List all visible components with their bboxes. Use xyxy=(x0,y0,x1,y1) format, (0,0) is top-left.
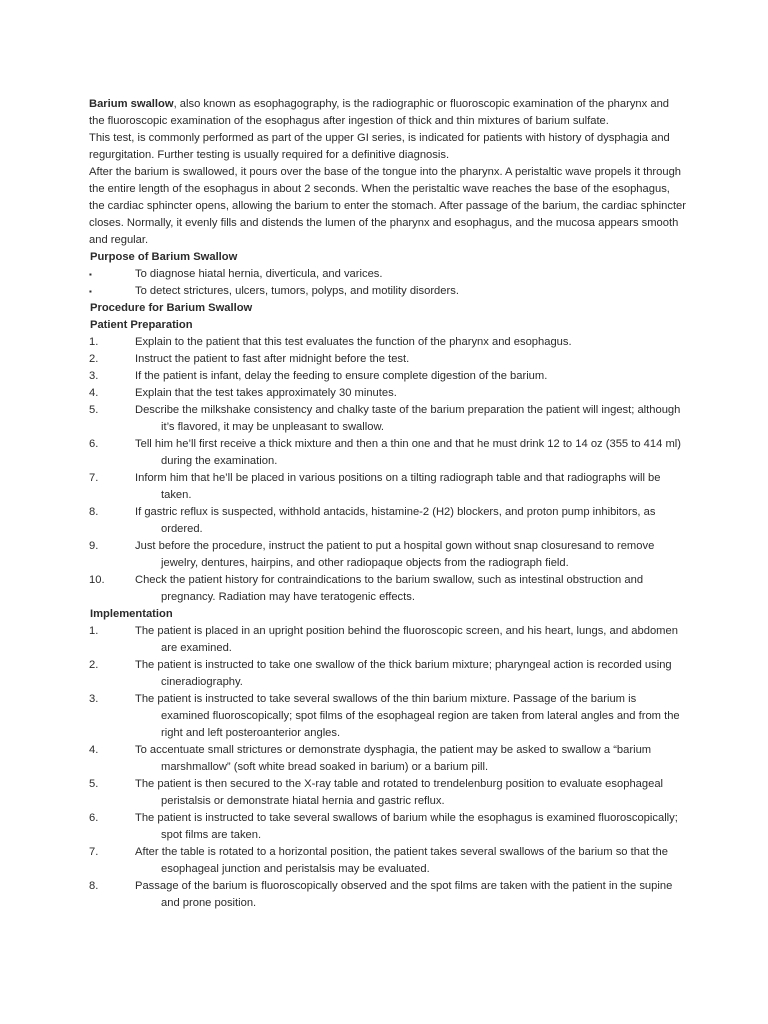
list-item-text: If gastric reflux is suspected, withhold antacids, histamine-2 (H2) blockers, and proton pump inhibitors, as ordered. xyxy=(135,506,656,535)
list-item xyxy=(89,504,687,538)
list-item-text: To detect strictures, ulcers, tumors, polyps, and motility disorders. xyxy=(135,285,459,297)
list-number: 4. xyxy=(89,744,99,756)
list-number: 5. xyxy=(89,404,99,416)
list-item-text: Inform him that he’ll be placed in various positions on a tilting radiograph table and that radiographs will be taken. xyxy=(135,472,661,501)
intro-paragraph-1-text: , also known as esophagography, is the radiographic or fluoroscopic examination of the pharynx and the fluoroscopic examination of the esophagus after ingestion of thick and thin mixtures of barium sulfate. xyxy=(89,98,670,127)
bullet-marker: ▪ xyxy=(89,287,92,296)
list-item xyxy=(89,810,687,844)
list-number: 4. xyxy=(89,387,99,399)
list-item-text: If the patient is infant, delay the feeding to ensure complete digestion of the barium. xyxy=(135,370,548,382)
list-item-text: Tell him he’ll first receive a thick mixture and then a thin one and that he must drink 12 to 14 oz (355 to 414 ml) during the examination. xyxy=(135,438,681,467)
list-item-text: The patient is then secured to the X-ray table and rotated to trendelenburg position to evaluate esophageal peristalsis or demonstrate hiatal hernia and gastric reflux. xyxy=(135,778,664,807)
list-number: 2. xyxy=(89,659,99,671)
list-item xyxy=(89,623,687,657)
list-item-text: Explain to the patient that this test evaluates the function of the pharynx and esophagus. xyxy=(135,336,572,348)
list-number: 8. xyxy=(89,506,99,518)
list-item-text: Instruct the patient to fast after midnight before the test. xyxy=(135,353,410,365)
list-item xyxy=(89,572,687,606)
list-item xyxy=(89,368,687,385)
list-item xyxy=(89,691,687,742)
list-item-text: The patient is instructed to take several swallows of barium while the esophagus is examined fluoroscopically; spot films are taken. xyxy=(135,812,678,841)
list-item-text: After the table is rotated to a horizontal position, the patient takes several swallows of the barium so that the esophageal junction and peristalsis may be evaluated. xyxy=(135,846,668,875)
list-item-text: Check the patient history for contraindications to the barium swallow, such as intestinal obstruction and pregnancy. Radiation may have teratogenic effects. xyxy=(135,574,644,603)
list-number: 2. xyxy=(89,353,99,365)
procedure-heading: Procedure for Barium Swallow xyxy=(90,302,253,314)
list-item xyxy=(89,878,687,912)
list-item-text: Explain that the test takes approximately 30 minutes. xyxy=(135,387,397,399)
list-number: 6. xyxy=(89,812,99,824)
purpose-list xyxy=(89,266,687,300)
list-number: 5. xyxy=(89,778,99,790)
list-item xyxy=(89,266,687,283)
list-number: 7. xyxy=(89,846,99,858)
implementation-list xyxy=(89,623,687,912)
intro-paragraph-3: After the barium is swallowed, it pours over the base of the tongue into the pharynx. A peristaltic wave propels it through the entire length of the esophagus in about 2 seconds. When the peristaltic wave reaches the base of the esophagus, the cardiac sphincter opens, allowing the barium to enter the stomach. After passage of the barium, the cardiac sphincter closes. Normally, it evenly fills and distends the lumen of the pharynx and esophagus, and the mucosa appears smooth and regular. xyxy=(89,166,686,246)
list-item xyxy=(89,742,687,776)
term-barium-swallow: Barium swallow xyxy=(89,98,174,110)
intro-paragraph-1 xyxy=(89,96,687,130)
intro-paragraph-2: This test, is commonly performed as part of the upper GI series, is indicated for patients with history of dysphagia and regurgitation. Further testing is usually required for a definitive diagnosis. xyxy=(89,132,670,161)
list-number: 6. xyxy=(89,438,99,450)
list-item-text: The patient is instructed to take one swallow of the thick barium mixture; pharyngeal action is recorded using cineradiography. xyxy=(135,659,672,688)
list-item-text: Describe the milkshake consistency and chalky taste of the barium preparation the patient will ingest; although it’s flavored, it may be unpleasant to swallow. xyxy=(135,404,681,433)
purpose-heading: Purpose of Barium Swallow xyxy=(90,251,238,263)
list-item-text: The patient is placed in an upright position behind the fluoroscopic screen, and his heart, lungs, and abdomen are examined. xyxy=(135,625,678,654)
list-item-text: The patient is instructed to take several swallows of the thin barium mixture. Passage of the barium is examined fluoroscopically; spot films of the esophageal region are taken from lateral angles and from the right and left posteroanterior angles. xyxy=(135,693,680,739)
list-item xyxy=(89,436,687,470)
list-number: 10. xyxy=(89,574,105,586)
list-item xyxy=(89,776,687,810)
list-item xyxy=(89,334,687,351)
list-item xyxy=(89,470,687,504)
document-page xyxy=(89,96,687,912)
list-item xyxy=(89,283,687,300)
list-item-text: Passage of the barium is fluoroscopically observed and the spot films are taken with the patient in the supine and prone position. xyxy=(135,880,673,909)
list-number: 3. xyxy=(89,693,99,705)
list-item xyxy=(89,657,687,691)
list-item-text: To diagnose hiatal hernia, diverticula, and varices. xyxy=(135,268,383,280)
list-item-text: Just before the procedure, instruct the patient to put a hospital gown without snap closuresand to remove jewelry, dentures, hairpins, and other radiopaque objects from the radiograph field. xyxy=(135,540,655,569)
list-item-text: To accentuate small strictures or demonstrate dysphagia, the patient may be asked to swallow a “barium marshmallow” (soft white bread soaked in barium) or a barium pill. xyxy=(135,744,652,773)
bullet-marker: ▪ xyxy=(89,270,92,279)
preparation-list xyxy=(89,334,687,606)
list-number: 1. xyxy=(89,336,99,348)
list-item xyxy=(89,351,687,368)
list-number: 8. xyxy=(89,880,99,892)
list-item xyxy=(89,385,687,402)
preparation-heading: Patient Preparation xyxy=(90,319,193,331)
list-item xyxy=(89,402,687,436)
list-item xyxy=(89,538,687,572)
list-number: 7. xyxy=(89,472,99,484)
list-number: 3. xyxy=(89,370,99,382)
list-number: 9. xyxy=(89,540,99,552)
implementation-heading: Implementation xyxy=(90,608,173,620)
list-number: 1. xyxy=(89,625,99,637)
list-item xyxy=(89,844,687,878)
